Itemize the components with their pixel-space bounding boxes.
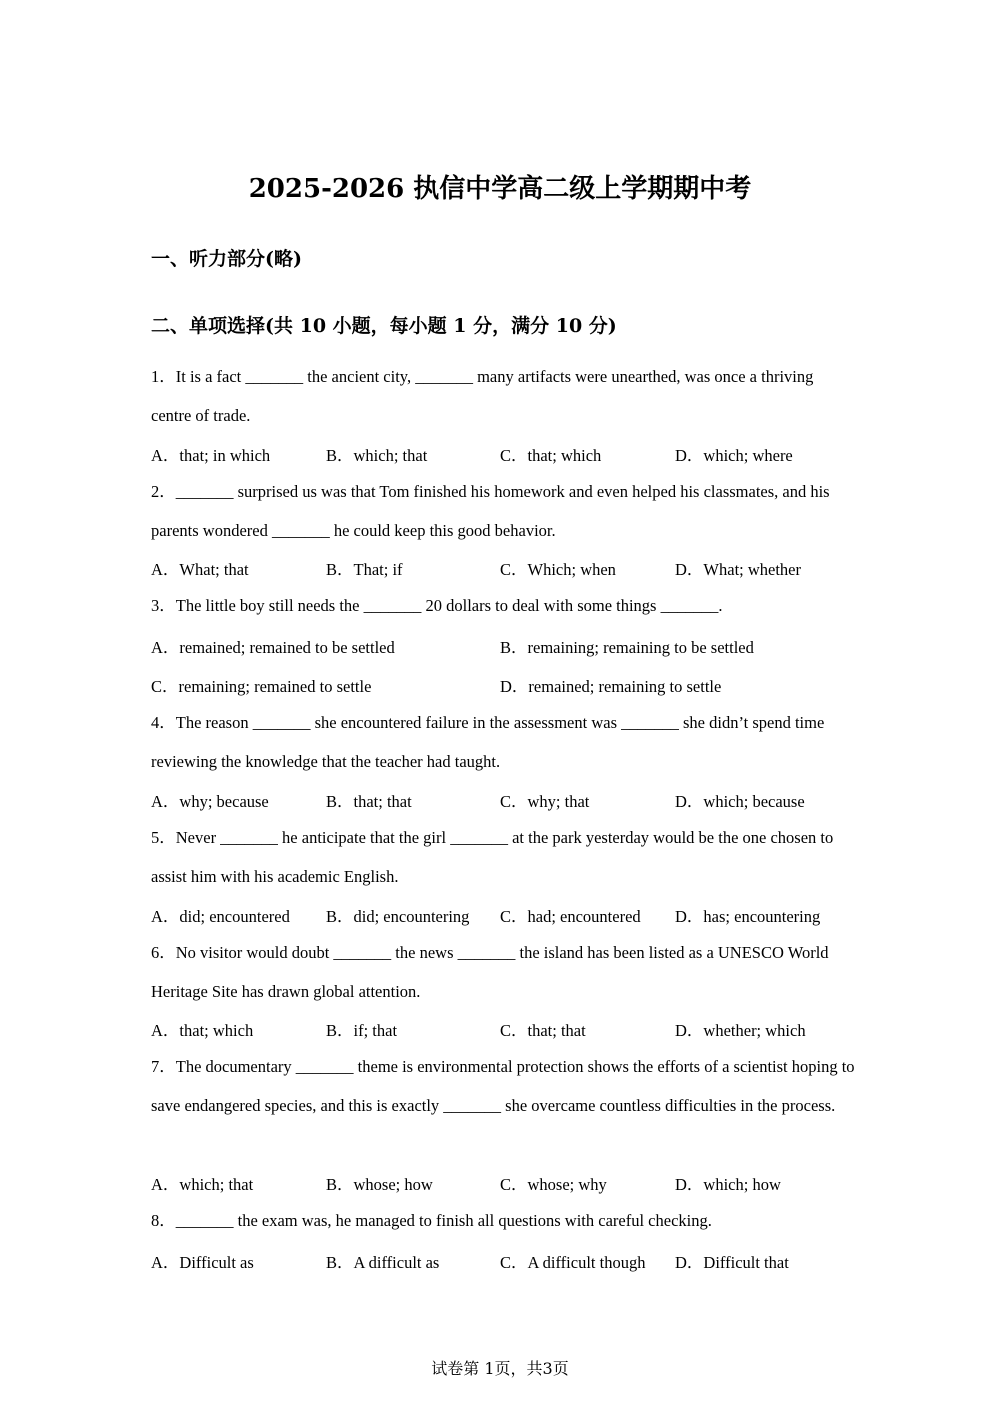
option-a: A．What; that xyxy=(151,560,249,579)
option-d: D．which; how xyxy=(675,1175,781,1194)
option-d: D．whether; which xyxy=(675,1021,806,1040)
option-a: A．that; which xyxy=(151,1021,254,1040)
question-text: _______ the exam was, he managed to finish all questions with careful checking. xyxy=(175,1211,712,1230)
option-c: C．remaining; remained to settle xyxy=(151,677,372,696)
options-row-q8 xyxy=(151,1249,856,1273)
section-listening-heading: 一、听力部分(略) xyxy=(151,248,302,270)
page-footer: 试卷第 1页，共3页 xyxy=(431,1359,569,1378)
question-text: The documentary _______ theme is environmental protection shows the efforts of a scientist hoping to save endangered species, and this is exactly _______ she overcame countless difficulties in the process. xyxy=(151,1057,855,1115)
question-6 xyxy=(151,933,856,1011)
option-c: C．had; encountered xyxy=(500,907,641,926)
option-b: B．that; that xyxy=(326,792,412,811)
option-d: D．which; because xyxy=(675,792,805,811)
option-d: D．Difficult that xyxy=(675,1253,789,1272)
question-number: 7． xyxy=(151,1057,176,1076)
options-row-q3-cd xyxy=(151,673,856,697)
question-3 xyxy=(151,586,856,625)
option-d: D．which; where xyxy=(675,446,793,465)
question-number: 8． xyxy=(151,1211,176,1230)
option-a: A．why; because xyxy=(151,792,269,811)
option-c: C．whose; why xyxy=(500,1175,607,1194)
option-c: C．that; which xyxy=(500,446,602,465)
option-a: A．Difficult as xyxy=(151,1253,254,1272)
option-d: D．has; encountering xyxy=(675,907,821,926)
question-text: Never _______ he anticipate that the girl _______ at the park yesterday would be the one chosen to assist him with his academic English. xyxy=(151,828,834,886)
option-b: B．did; encountering xyxy=(326,907,470,926)
question-1 xyxy=(151,357,856,435)
option-b: B．A difficult as xyxy=(326,1253,440,1272)
option-b: B．That; if xyxy=(326,560,403,579)
question-number: 2． xyxy=(151,482,176,501)
option-b: B．which; that xyxy=(326,446,428,465)
option-c: C．A difficult though xyxy=(500,1253,646,1272)
option-d: D．remained; remaining to settle xyxy=(500,677,722,696)
options-row-q6 xyxy=(151,1017,856,1041)
question-5 xyxy=(151,818,856,896)
question-2 xyxy=(151,472,856,550)
option-b: B．if; that xyxy=(326,1021,398,1040)
option-a: A．remained; remained to be settled xyxy=(151,638,395,657)
question-4 xyxy=(151,703,856,781)
options-row-q7 xyxy=(151,1171,856,1195)
option-d: D．What; whether xyxy=(675,560,801,579)
options-row-q4 xyxy=(151,788,856,812)
section-single-choice-heading: 二、单项选择(共 10 小题，每小题 1 分，满分 10 分) xyxy=(151,315,617,337)
exam-title: 2025-2026 执信中学高二级上学期期中考 xyxy=(248,174,752,204)
question-number: 6． xyxy=(151,943,176,962)
option-c: C．why; that xyxy=(500,792,590,811)
option-c: C．that; that xyxy=(500,1021,586,1040)
question-text: The little boy still needs the _______ 20 dollars to deal with some things _______. xyxy=(175,596,723,615)
question-number: 3． xyxy=(151,596,176,615)
question-number: 5． xyxy=(151,828,176,847)
question-text: The reason _______ she encountered failure in the assessment was _______ she didn’t spend time reviewing the knowledge that the teacher had taught. xyxy=(151,713,825,771)
options-row-q3-ab xyxy=(151,634,856,658)
question-text: _______ surprised us was that Tom finished his homework and even helped his classmates, and his parents wondered _______ he could keep this good behavior. xyxy=(151,482,830,540)
option-b: B．remaining; remaining to be settled xyxy=(500,638,754,657)
question-8 xyxy=(151,1201,856,1240)
question-text: No visitor would doubt _______ the news _______ the island has been listed as a UNESCO World Heritage Site has drawn global attention. xyxy=(151,943,829,1001)
options-row-q2 xyxy=(151,556,856,580)
question-text: It is a fact _______ the ancient city, _______ many artifacts were unearthed, was once a thriving centre of trade. xyxy=(151,367,814,425)
options-row-q5 xyxy=(151,903,856,927)
option-a: A．that; in which xyxy=(151,446,271,465)
option-a: A．did; encountered xyxy=(151,907,290,926)
options-row-q1 xyxy=(151,442,856,466)
question-number: 1． xyxy=(151,367,176,386)
question-7 xyxy=(151,1047,861,1125)
question-number: 4． xyxy=(151,713,176,732)
option-b: B．whose; how xyxy=(326,1175,433,1194)
option-a: A．which; that xyxy=(151,1175,254,1194)
option-c: C．Which; when xyxy=(500,560,616,579)
